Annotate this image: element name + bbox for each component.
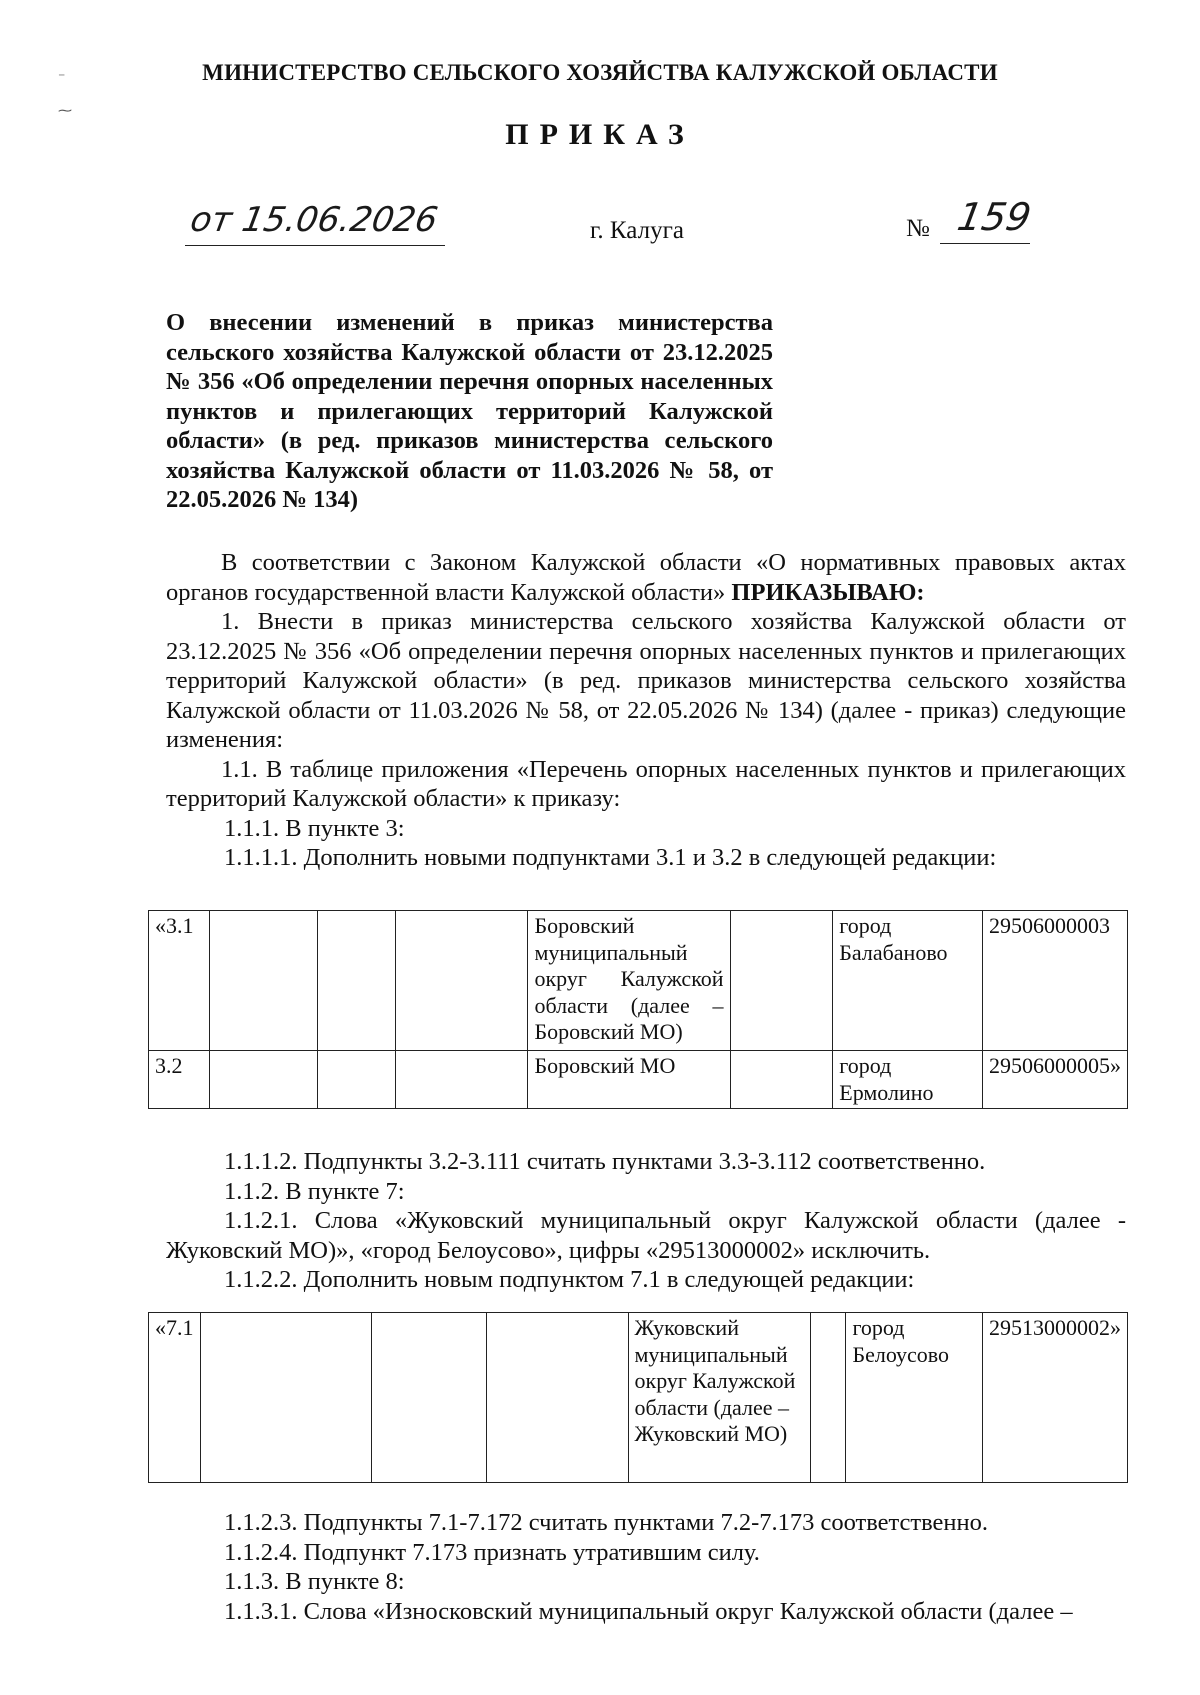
table-cell: город Ермолино [833, 1051, 983, 1109]
paragraph-1-1-2-3: 1.1.2.3. Подпункты 7.1-7.172 считать пунктами 7.2-7.173 соответственно. [224, 1509, 989, 1536]
table-cell [210, 911, 317, 1051]
table-cell [200, 1313, 371, 1483]
number-field [940, 195, 1035, 250]
table-cell [487, 1313, 628, 1483]
table-amendment-3 [148, 910, 1128, 1109]
paragraph-1-1-3-1: 1.1.3.1. Слова «Износковский муниципальный округ Калужской области (далее – [224, 1597, 1073, 1625]
paragraph-1-1-2: 1.1.2. В пункте 7: [224, 1177, 405, 1205]
table-row [149, 1313, 1128, 1483]
paragraph-1-1-2-4: 1.1.2.4. Подпункт 7.173 признать утратившим силу. [224, 1538, 760, 1566]
number-label: № [906, 215, 930, 242]
scan-mark: ⁻ ⁓ [58, 71, 72, 119]
table-cell: 29513000002» [982, 1313, 1127, 1483]
document-body [166, 548, 1126, 873]
table-cell [317, 911, 396, 1051]
number-handwritten: 159 [954, 195, 1035, 239]
ministry-heading: МИНИСТЕРСТВО СЕЛЬСКОГО ХОЗЯЙСТВА КАЛУЖСКОЙ ОБЛАСТИ [202, 60, 998, 85]
middle-section [166, 1147, 1126, 1295]
table-cell [730, 1051, 833, 1109]
paragraph-1-1: 1.1. В таблице приложения «Перечень опорных населенных пунктов и прилегающих территорий Калужской области» к приказу: [166, 755, 1126, 812]
date-handwritten: от 15.06.2026 [187, 200, 441, 240]
city: г. Калуга [590, 217, 684, 244]
table-cell: 3.2 [149, 1051, 210, 1109]
number-underline [940, 243, 1030, 244]
table-row [149, 1051, 1128, 1109]
paragraph-1-1-1-1: 1.1.1.1. Дополнить новыми подпунктами 3.1 и 3.2 в следующей редакции: [224, 844, 997, 871]
table-cell: Боровский МО [528, 1051, 730, 1109]
preamble-text: В соответствии с Законом Калужской области «О нормативных правовых актах органов государственной власти Калужской области» [166, 549, 1126, 606]
table-cell: «7.1 [149, 1313, 201, 1483]
table-cell: Боровский муниципальный округ Калужской области (далее – Боровский МО) [528, 911, 730, 1051]
paragraph-1-1-2-2: 1.1.2.2. Дополнить новым подпунктом 7.1 в следующей редакции: [224, 1266, 915, 1293]
table-amendment-7 [148, 1312, 1128, 1483]
footer-section [166, 1508, 1126, 1626]
table-cell [317, 1051, 396, 1109]
table-cell: «3.1 [149, 911, 210, 1051]
table-cell: Жуковский муниципальный округ Калужской области (далее – Жуковский МО) [628, 1313, 811, 1483]
table-cell [210, 1051, 317, 1109]
paragraph-1-1-1-2: 1.1.1.2. Подпункты 3.2-3.111 считать пунктами 3.3-3.112 соответственно. [224, 1148, 986, 1175]
table-cell: город Балабаново [833, 911, 983, 1051]
preamble-paragraph [166, 548, 1126, 607]
table-cell: город Белоусово [846, 1313, 983, 1483]
table-cell [396, 1051, 528, 1109]
table-cell [396, 911, 528, 1051]
table-cell [811, 1313, 846, 1483]
document-type: ПРИКАЗ [505, 118, 695, 151]
paragraph-1-1-1: 1.1.1. В пункте 3: [224, 814, 405, 842]
date-field [185, 200, 445, 250]
paragraph-1-1-3: 1.1.3. В пункте 8: [224, 1568, 405, 1595]
table-cell: 29506000005» [982, 1051, 1127, 1109]
order-word: ПРИКАЗЫВАЮ: [731, 578, 925, 606]
table-cell: 29506000003 [982, 911, 1127, 1051]
date-underline [185, 245, 445, 246]
document-title: О внесении изменений в приказ министерства сельского хозяйства Калужской области от 23.12.2025 № 356 «Об определении перечня опорных населенных пунктов и прилегающих территорий Калужской области» (в ред. приказов министерства сельского хозяйства Калужской области от 11.03.2026 № 58, от 22.05.2026 № 134) [166, 309, 773, 513]
table-cell [730, 911, 833, 1051]
paragraph-1: 1. Внести в приказ министерства сельского хозяйства Калужской области от 23.12.2025 № 356 «Об определении перечня опорных населенных пунктов и прилегающих территорий Калужской области» (в ред. приказов министерства сельского хозяйства Калужской области от 11.03.2026 № 58, от 22.05.2026 № 134) (далее - приказ) следующие изменения: [166, 608, 1126, 753]
table-cell [372, 1313, 487, 1483]
table-row [149, 911, 1128, 1051]
paragraph-1-1-2-1: 1.1.2.1. Слова «Жуковский муниципальный округ Калужской области (далее - Жуковский МО)», «город Белоусово», цифры «29513000002» исключить. [166, 1207, 1126, 1264]
